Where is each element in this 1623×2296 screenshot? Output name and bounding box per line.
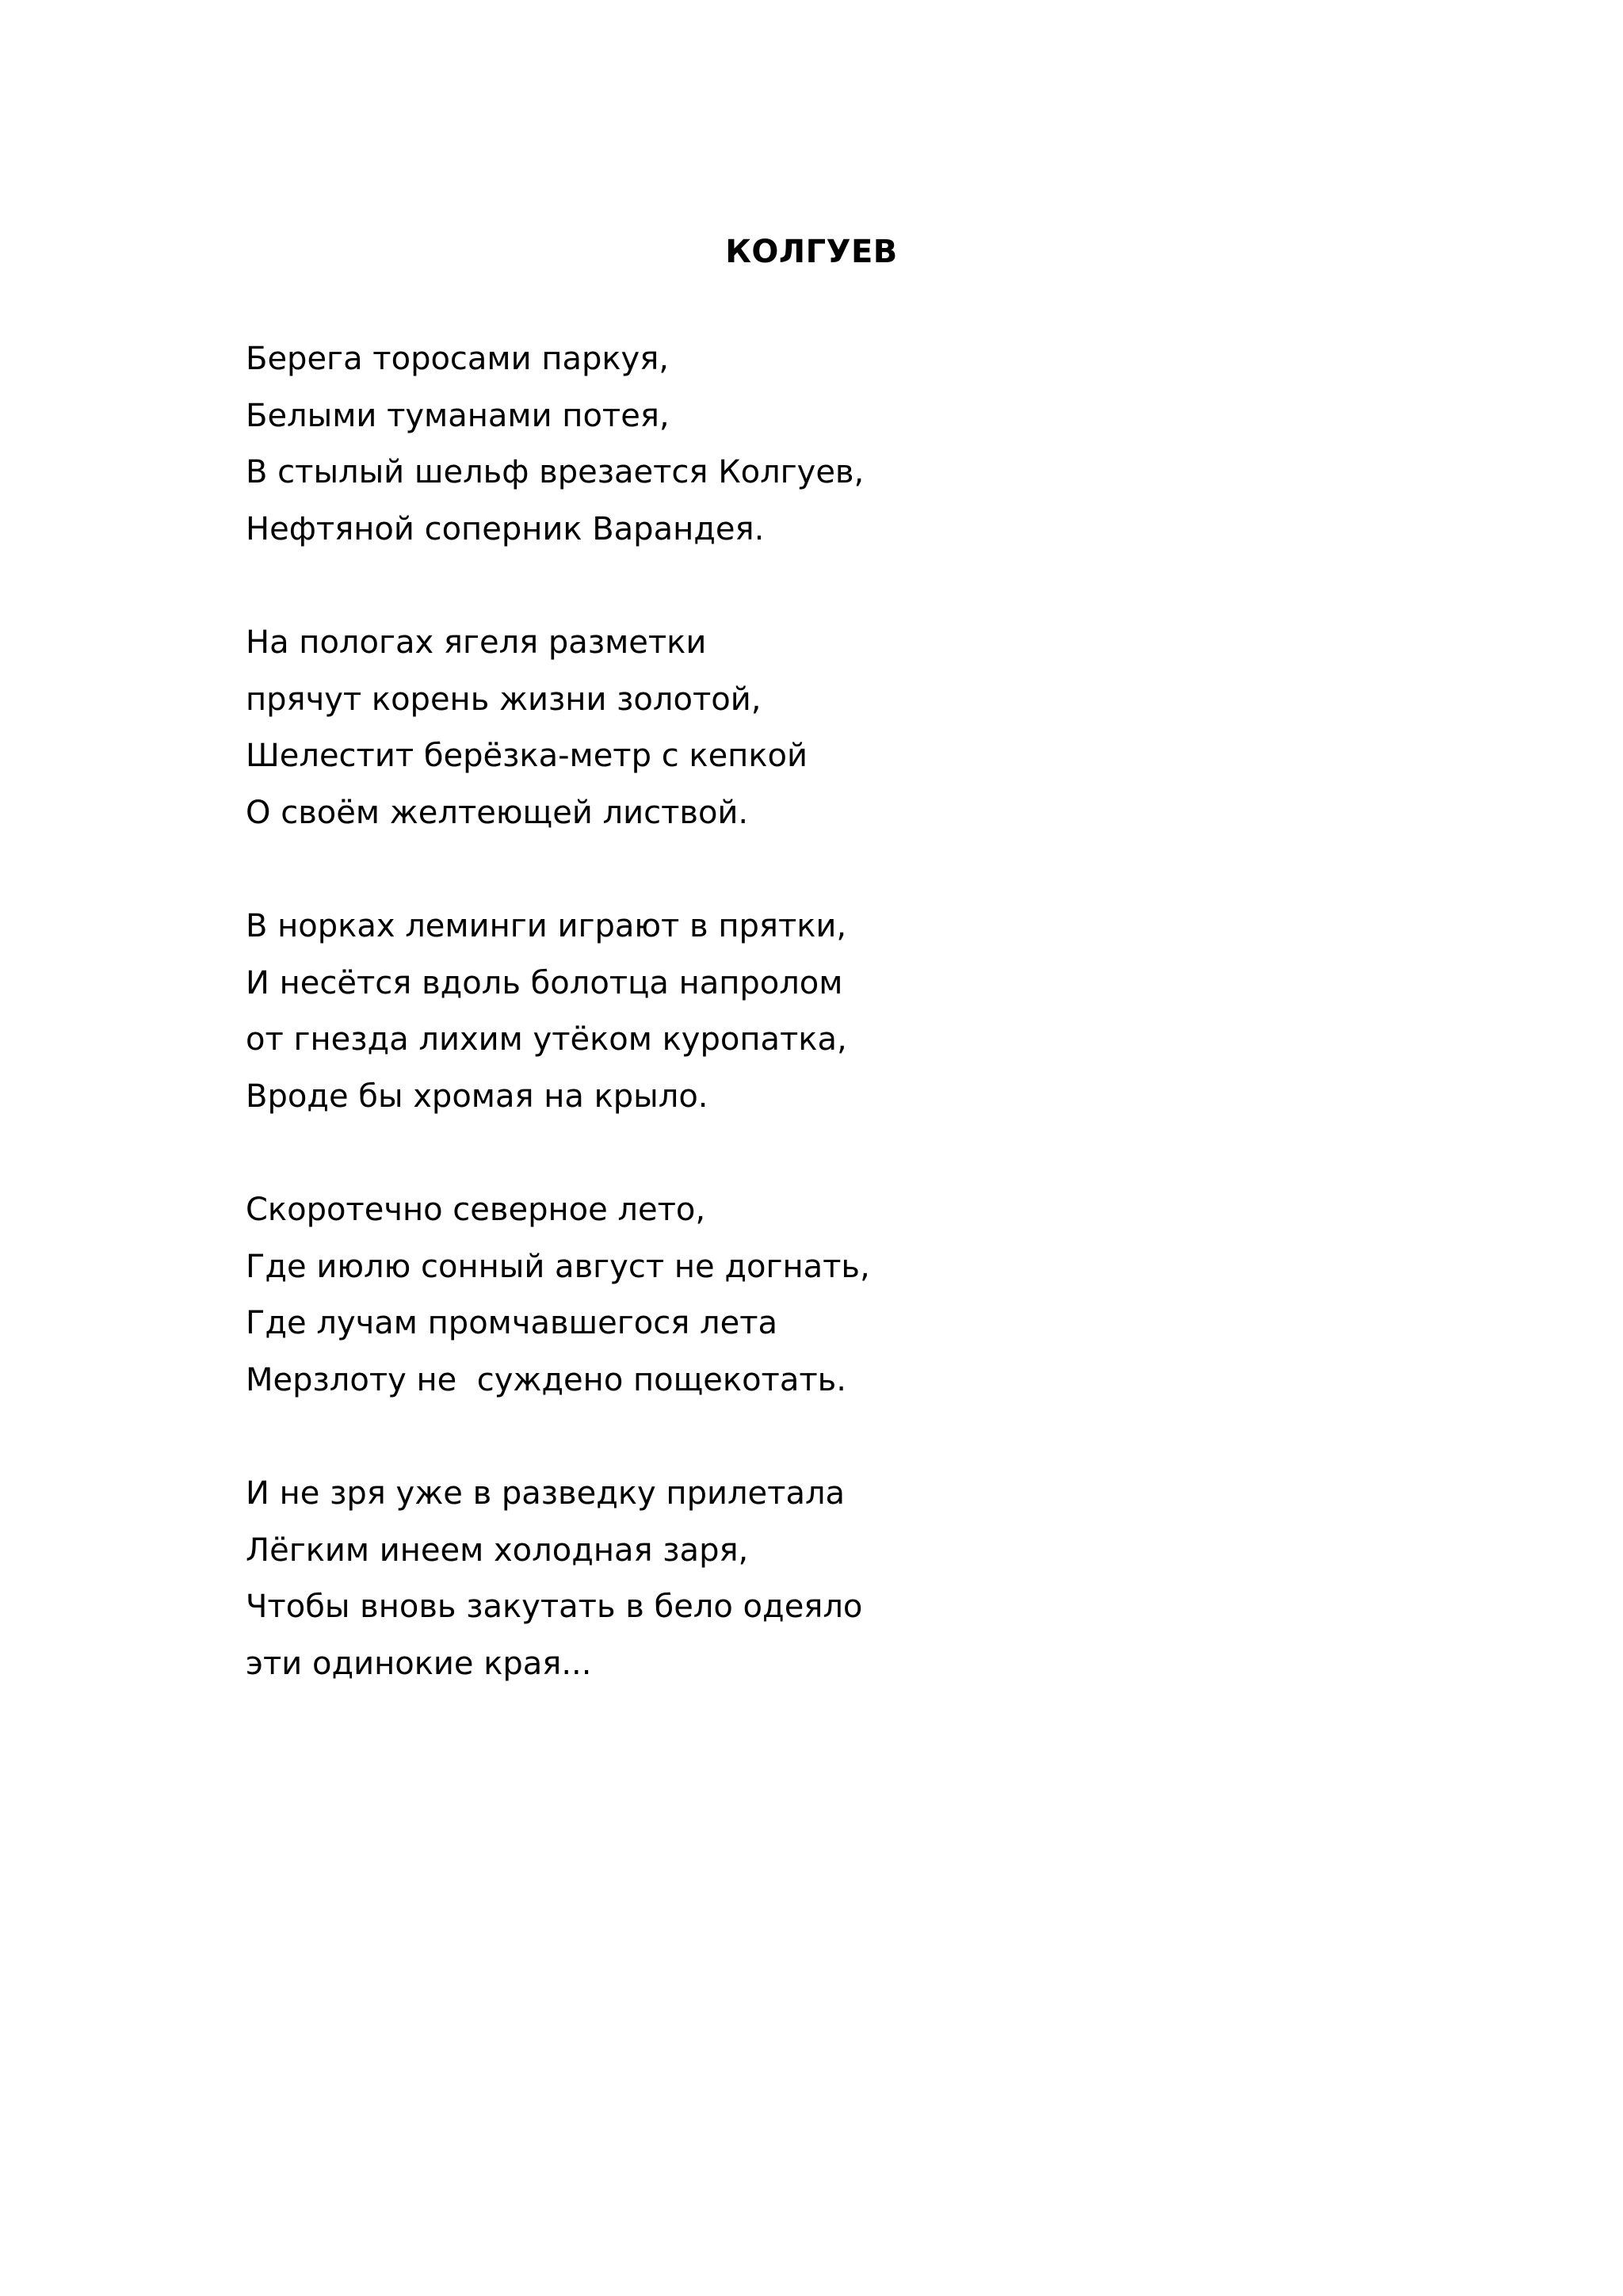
stanza-4 xyxy=(246,1182,1434,1409)
poem-line: И не зря уже в разведку прилетала xyxy=(246,1475,846,1512)
poem-line: от гнезда лихим утёком куропатка, xyxy=(246,1021,847,1058)
poem-line: В норках леминги играют в прятки, xyxy=(246,908,847,944)
poem-body xyxy=(246,331,1434,1749)
poem-line: Вроде бы хромая на крыло. xyxy=(246,1077,708,1115)
stanza-5 xyxy=(246,1466,1434,1692)
poem-line: эти одинокие края... xyxy=(246,1645,592,1682)
poem-line: прячут корень жизни золотой, xyxy=(246,681,762,718)
poem-line: Нефтяной соперник Варандея. xyxy=(246,510,765,547)
poem-title: КОЛГУЕВ xyxy=(725,234,898,270)
poem-line: Шелестит берёзка-метр с кепкой xyxy=(246,738,808,774)
poem-line: Мерзлоту не суждено пощекотать. xyxy=(246,1361,846,1398)
poem-line: И несётся вдоль болотца напролом xyxy=(246,964,843,1001)
poem-line: Где лучам промчавшегося лета xyxy=(246,1305,778,1341)
poem-line: О своём желтеющей листвой. xyxy=(246,794,749,831)
stanza-1 xyxy=(246,331,1434,558)
poem-line: Скоротечно северное лето, xyxy=(246,1192,706,1228)
poem-line: На пологах ягеля разметки xyxy=(246,624,707,661)
poem-line: В стылый шельф врезается Колгуев, xyxy=(246,454,865,490)
stanza-2 xyxy=(246,615,1434,841)
stanza-3 xyxy=(246,898,1434,1125)
poem-line: Лёгким инеем холодная заря, xyxy=(246,1531,749,1569)
poem-line: Белыми туманами потея, xyxy=(246,397,670,434)
poem-line: Где июлю сонный август не догнать, xyxy=(246,1248,870,1285)
poem-line: Берега торосами паркуя, xyxy=(246,341,669,377)
poem-line: Чтобы вновь закутать в бело одеяло xyxy=(246,1589,863,1625)
